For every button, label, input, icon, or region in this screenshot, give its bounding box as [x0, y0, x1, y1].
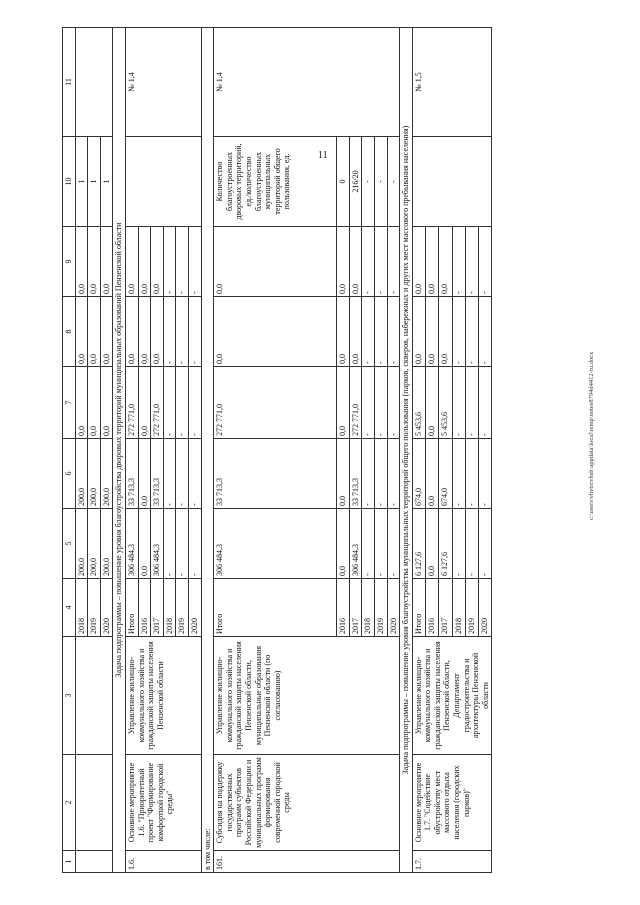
value-cell: 272 771,0: [125, 367, 138, 439]
value-cell: 0,0: [349, 297, 362, 367]
value-cell: -: [374, 367, 387, 439]
activity-name: Основное мероприятие 1.7. "Содействие обустройству мест массового отдыха населения (городских парков)": [412, 755, 492, 851]
value-cell: -: [362, 227, 375, 297]
value-cell: 0,0: [214, 297, 337, 367]
value-cell: -: [374, 227, 387, 297]
task-heading: Задача подпрограммы – повышение уровня благоустройства дворовых территорий муниципальных образований Пензенской области: [113, 28, 126, 873]
page-number: 11: [318, 150, 328, 161]
indicator: [412, 137, 492, 227]
indicator-value: -: [387, 137, 400, 227]
value-cell: 200,0: [88, 439, 101, 509]
value-cell: 200,0: [75, 509, 88, 579]
value-cell: 0,0: [425, 227, 438, 297]
year-cell: 2019: [88, 579, 101, 637]
value-cell: 306 484,3: [214, 509, 337, 579]
col-number: 7: [63, 367, 76, 439]
executor: Управление жилищно-коммунального хозяйства и гражданской защиты населения Пензенской области: [125, 637, 201, 755]
value-cell: -: [188, 297, 201, 367]
value-cell: -: [465, 367, 478, 439]
indicator: Количество благоустроенных дворовых территорий, ед./количество благоустроенных муниципальных территорий общего пользования, ед.: [214, 137, 337, 227]
table-row: [412, 28, 425, 873]
value-cell: -: [479, 439, 492, 509]
reference: № 1,4: [125, 28, 201, 137]
value-cell: 0,0: [214, 227, 337, 297]
value-cell: 0,0: [138, 509, 151, 579]
value-cell: 0,0: [100, 297, 113, 367]
value-cell: -: [452, 367, 465, 439]
task-heading: Задача подпрограммы – повышение уровня благоустройства муниципальных территорий общего пользования (парков, скверов, набережных и других мест массового пребывания населения): [400, 28, 413, 873]
value-cell: -: [176, 297, 189, 367]
reference: № 1,4: [214, 28, 400, 137]
value-cell: -: [176, 509, 189, 579]
program-table: [62, 27, 492, 873]
footer-file-path: c:\users\vhvtrcvhsh\appdata\local\temp\notes8794d4412-ru.docx: [588, 351, 595, 520]
value-cell: 0,0: [125, 227, 138, 297]
value-cell: 0,0: [75, 227, 88, 297]
value-cell: -: [188, 227, 201, 297]
indicator-value: 1: [88, 137, 101, 227]
value-cell: 0,0: [425, 297, 438, 367]
col-number: 10: [63, 137, 76, 227]
col-number: 8: [63, 297, 76, 367]
year-cell: Итого: [412, 579, 425, 637]
value-cell: 5 453,6: [439, 367, 452, 439]
activity-name: Субсидия на поддержку государственных программ субъектов Российской Федерации и муниципальных программ формирования современной городской среды: [214, 755, 400, 851]
value-cell: 0,0: [138, 227, 151, 297]
value-cell: 0,0: [100, 227, 113, 297]
value-cell: -: [374, 509, 387, 579]
empty-cell: [75, 28, 113, 137]
value-cell: -: [163, 297, 176, 367]
col-number: 5: [63, 509, 76, 579]
item-number: 161.: [214, 851, 400, 873]
indicator-value: 0: [337, 137, 350, 227]
value-cell: 0,0: [337, 227, 350, 297]
col-number: 1: [63, 851, 76, 873]
value-cell: 200,0: [100, 439, 113, 509]
year-cell: 2018: [452, 579, 465, 637]
value-cell: 33 713,3: [349, 439, 362, 509]
table-row: [75, 28, 88, 873]
value-cell: -: [362, 439, 375, 509]
indicator: [125, 137, 201, 227]
value-cell: -: [163, 439, 176, 509]
value-cell: -: [374, 297, 387, 367]
value-cell: 0,0: [425, 509, 438, 579]
value-cell: -: [465, 227, 478, 297]
value-cell: 0,0: [88, 227, 101, 297]
year-cell: 2019: [465, 579, 478, 637]
value-cell: 0,0: [425, 439, 438, 509]
col-number: 9: [63, 227, 76, 297]
value-cell: -: [362, 509, 375, 579]
year-cell: Итого: [214, 579, 337, 637]
col-number: 2: [63, 755, 76, 851]
value-cell: 0,0: [125, 297, 138, 367]
including-label: в том числе:: [201, 28, 214, 873]
indicator-value: -: [374, 137, 387, 227]
value-cell: 0,0: [412, 227, 425, 297]
value-cell: 0,0: [100, 367, 113, 439]
value-cell: 6 127,6: [412, 509, 425, 579]
value-cell: -: [176, 367, 189, 439]
value-cell: 0,0: [138, 439, 151, 509]
value-cell: 0,0: [75, 297, 88, 367]
col-number: 6: [63, 439, 76, 509]
value-cell: 306 484,3: [125, 509, 138, 579]
value-cell: -: [188, 367, 201, 439]
value-cell: 272 771,0: [349, 367, 362, 439]
value-cell: 0,0: [412, 297, 425, 367]
empty-cell: [75, 637, 113, 755]
value-cell: -: [188, 509, 201, 579]
value-cell: -: [362, 297, 375, 367]
value-cell: -: [479, 227, 492, 297]
value-cell: 200,0: [75, 439, 88, 509]
indicator-value: -: [362, 137, 375, 227]
year-cell: 2020: [387, 579, 400, 637]
value-cell: -: [452, 439, 465, 509]
value-cell: 674,0: [439, 439, 452, 509]
reference: № 1,5: [412, 28, 492, 137]
value-cell: -: [465, 509, 478, 579]
value-cell: -: [374, 439, 387, 509]
table-row: [201, 28, 214, 873]
value-cell: 6 127,6: [439, 509, 452, 579]
year-cell: 2016: [425, 579, 438, 637]
indicator-value: 1: [100, 137, 113, 227]
value-cell: 674,0: [412, 439, 425, 509]
year-cell: 2016: [138, 579, 151, 637]
rotated-page: [62, 28, 572, 873]
item-number: 1.7.: [412, 851, 492, 873]
value-cell: 306 484,3: [151, 509, 164, 579]
value-cell: 272 771,0: [151, 367, 164, 439]
value-cell: 0,0: [138, 367, 151, 439]
indicator-value: 1: [75, 137, 88, 227]
value-cell: 0,0: [75, 367, 88, 439]
task-row: [113, 28, 126, 873]
value-cell: -: [387, 227, 400, 297]
col-number: 3: [63, 637, 76, 755]
value-cell: -: [452, 297, 465, 367]
value-cell: -: [479, 509, 492, 579]
year-cell: 2020: [479, 579, 492, 637]
value-cell: 33 713,3: [214, 439, 337, 509]
value-cell: 0,0: [439, 297, 452, 367]
value-cell: -: [452, 509, 465, 579]
empty-cell: [75, 755, 113, 851]
value-cell: -: [465, 439, 478, 509]
year-cell: 2016: [337, 579, 350, 637]
value-cell: -: [465, 297, 478, 367]
indicator-value: 216/20: [349, 137, 362, 227]
table-row: [214, 28, 337, 873]
value-cell: -: [387, 509, 400, 579]
year-cell: 2018: [163, 579, 176, 637]
item-number: 1.6.: [125, 851, 201, 873]
year-cell: 2019: [374, 579, 387, 637]
executor: Управление жилищно-коммунального хозяйства и гражданской защиты населения Пензенской области, муниципальные образования Пензенской области (по согласованию): [214, 637, 400, 755]
value-cell: 0,0: [439, 227, 452, 297]
value-cell: -: [362, 367, 375, 439]
value-cell: 0,0: [138, 297, 151, 367]
value-cell: 200,0: [88, 509, 101, 579]
value-cell: -: [452, 227, 465, 297]
value-cell: 33 713,3: [151, 439, 164, 509]
task-row: [400, 28, 413, 873]
value-cell: -: [387, 367, 400, 439]
value-cell: 0,0: [337, 367, 350, 439]
year-cell: 2020: [188, 579, 201, 637]
value-cell: -: [163, 509, 176, 579]
year-cell: 2017: [439, 579, 452, 637]
value-cell: -: [188, 439, 201, 509]
value-cell: -: [387, 297, 400, 367]
table-row: [125, 28, 138, 873]
year-cell: 2018: [75, 579, 88, 637]
col-number: 4: [63, 579, 76, 637]
year-cell: 2018: [362, 579, 375, 637]
value-cell: -: [479, 297, 492, 367]
value-cell: 0,0: [151, 227, 164, 297]
value-cell: 0,0: [337, 439, 350, 509]
value-cell: 0,0: [151, 297, 164, 367]
year-cell: Итого: [125, 579, 138, 637]
column-number-row: [63, 28, 76, 873]
value-cell: -: [176, 439, 189, 509]
value-cell: -: [163, 227, 176, 297]
value-cell: 0,0: [349, 227, 362, 297]
activity-name: Основное мероприятие 1.6. "Приоритетный проект "Формирование комфортной городской среды": [125, 755, 201, 851]
year-cell: 2020: [100, 579, 113, 637]
value-cell: 200,0: [100, 509, 113, 579]
value-cell: 0,0: [425, 367, 438, 439]
value-cell: 0,0: [337, 509, 350, 579]
value-cell: 0,0: [88, 297, 101, 367]
value-cell: 306 484,3: [349, 509, 362, 579]
year-cell: 2017: [151, 579, 164, 637]
year-cell: 2017: [349, 579, 362, 637]
value-cell: 5 453,6: [412, 367, 425, 439]
value-cell: -: [479, 367, 492, 439]
executor: Управление жилищно-коммунального хозяйства и гражданской защиты населения Пензенской области, Департамент градостроительства и архитектуры Пензенской области: [412, 637, 492, 755]
empty-cell: [75, 851, 113, 873]
value-cell: -: [163, 367, 176, 439]
col-number: 11: [63, 28, 76, 137]
year-cell: 2019: [176, 579, 189, 637]
value-cell: 0,0: [88, 367, 101, 439]
value-cell: 0,0: [337, 297, 350, 367]
value-cell: -: [387, 439, 400, 509]
value-cell: 33 713,3: [125, 439, 138, 509]
value-cell: -: [176, 227, 189, 297]
value-cell: 272 771,0: [214, 367, 337, 439]
